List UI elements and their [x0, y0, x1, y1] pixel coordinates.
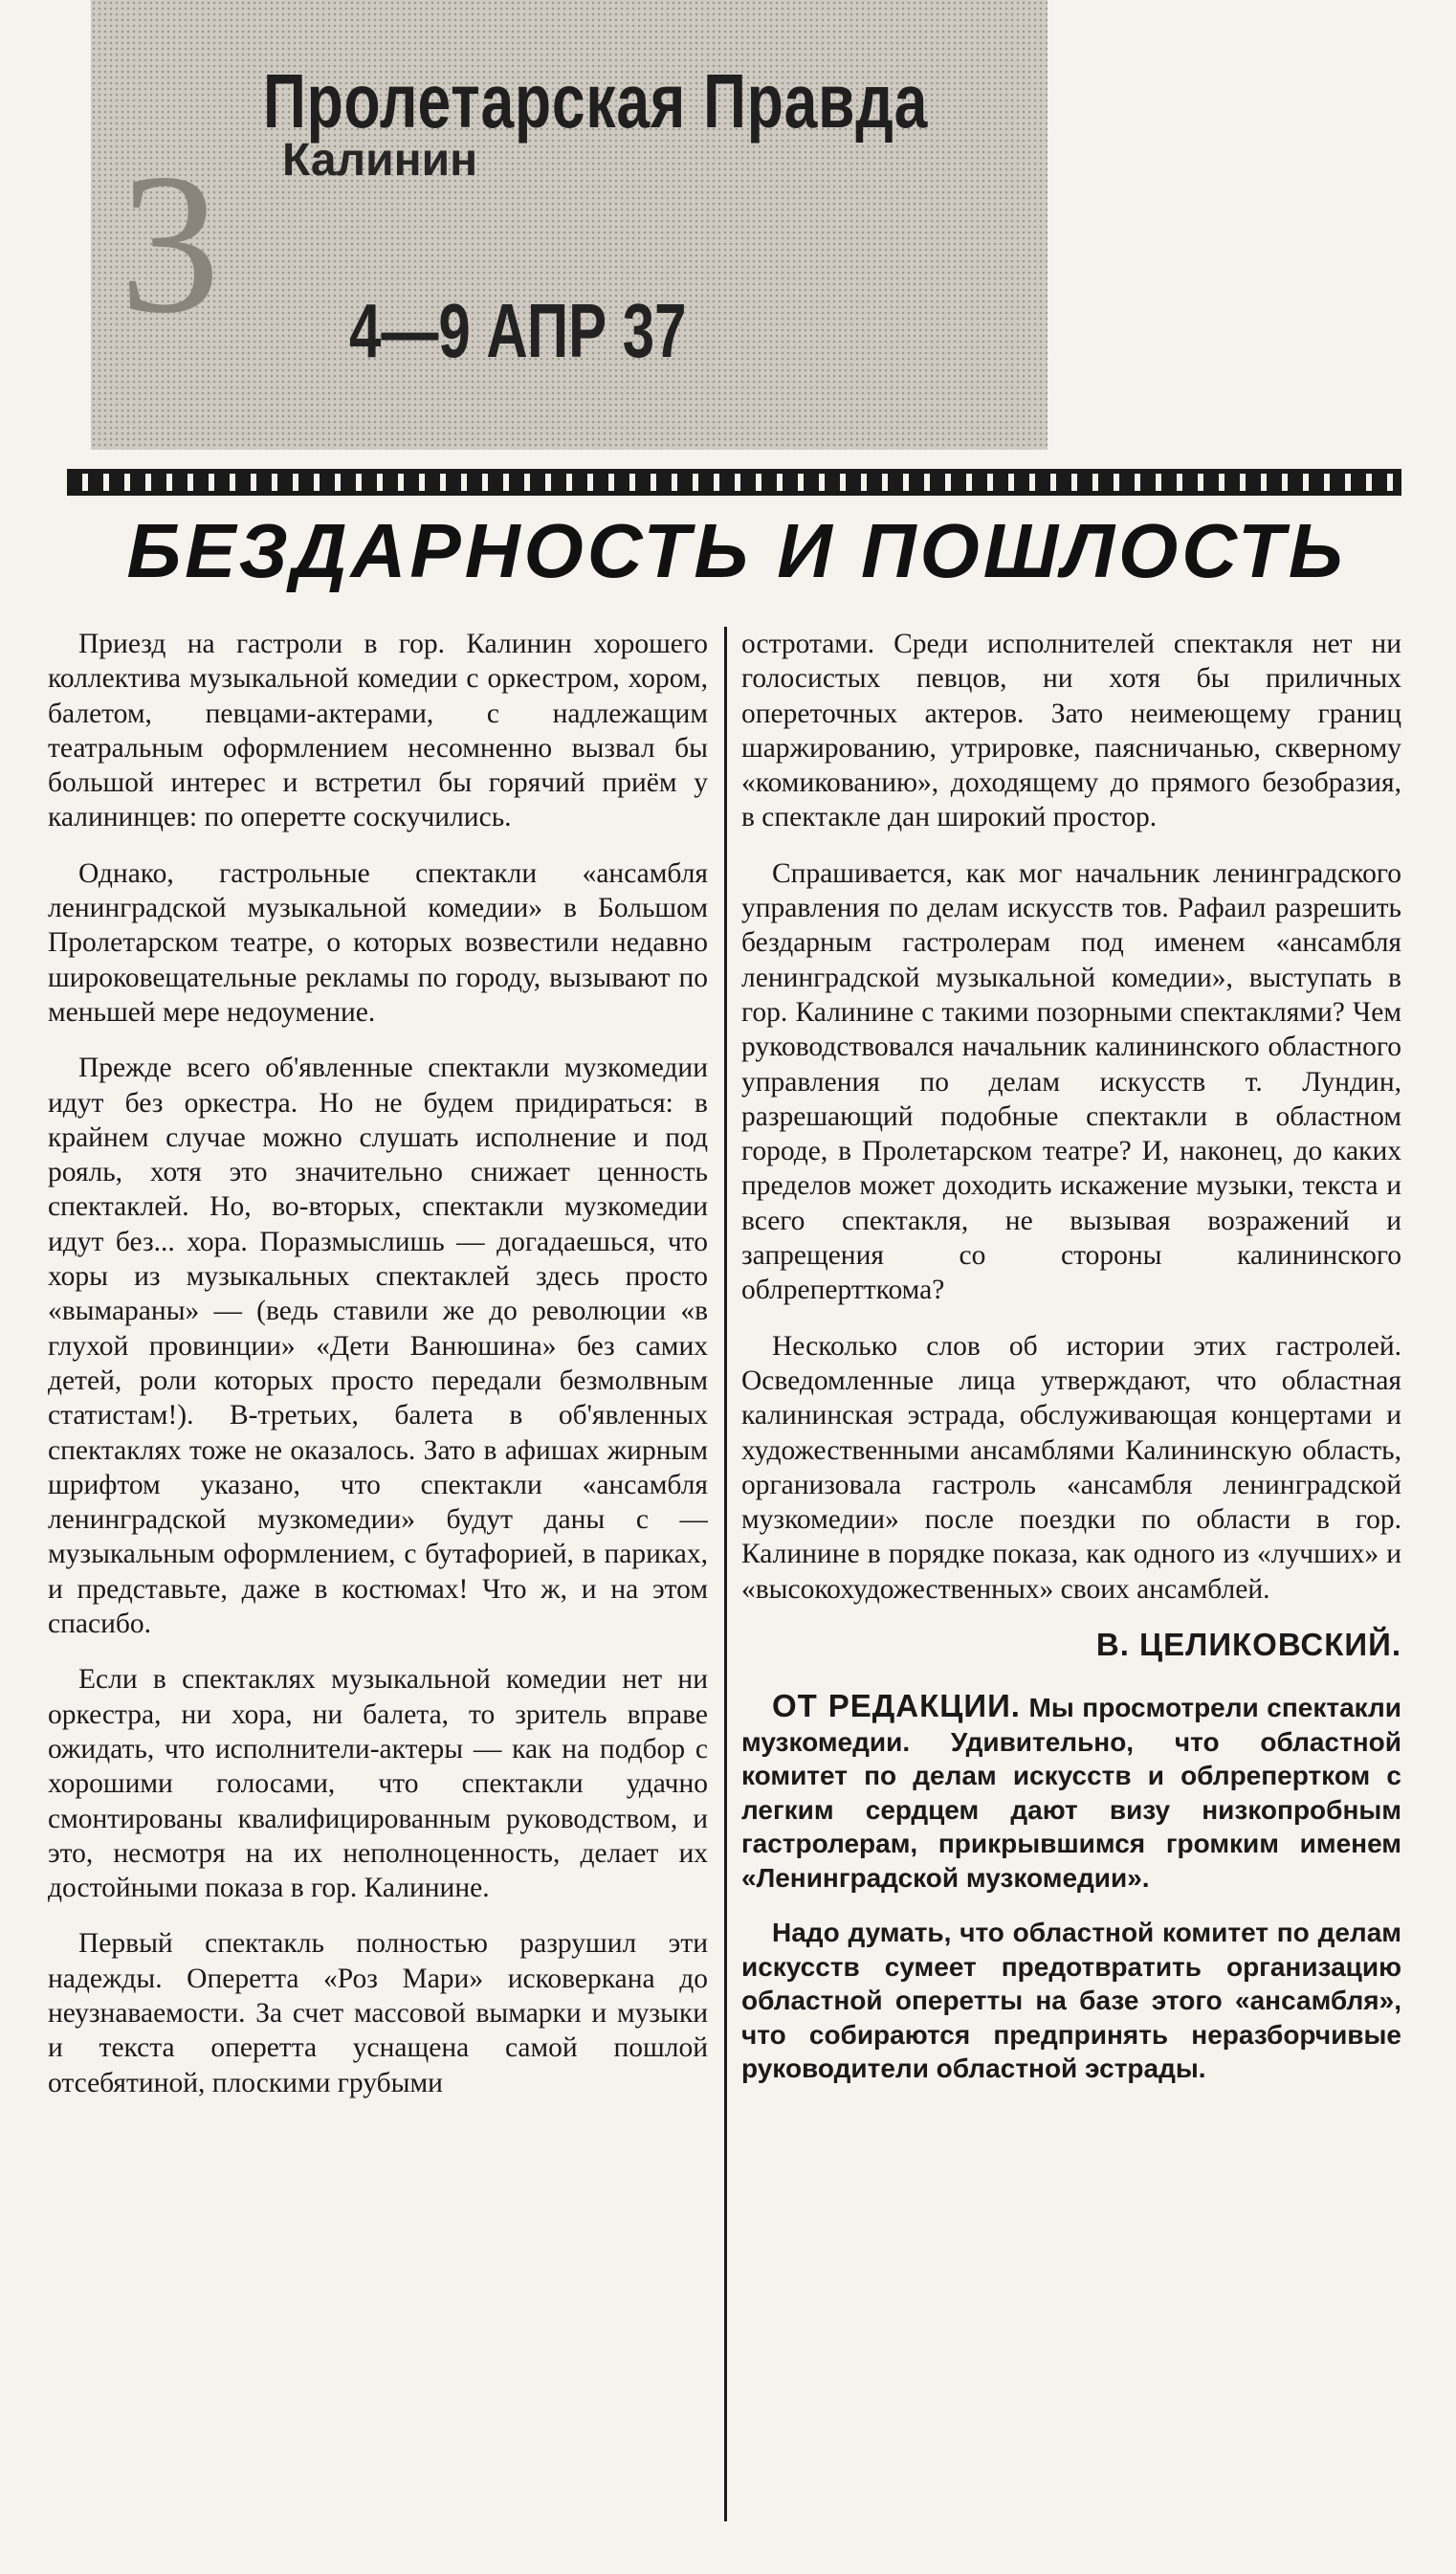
editorial-note — [741, 1689, 1401, 2086]
article-paragraph: остротами. Среди исполнителей спектакля нет ни голосистых певцов, ни хотя бы приличных опереточных актеров. Зато неимеющему границ шаржированию, утрировке, паясничанью, скверному «комикованию», доходящему до прямого безобразия, в спектакле дан широкий простор. — [741, 629, 1401, 833]
article-author: В. ЦЕЛИКОВСКИЙ. — [1095, 1627, 1401, 1663]
stamp-city: Калинин — [282, 135, 478, 186]
editorial-paragraph: Надо думать, что областной комитет по делам искусств сумеет предотвратить организацию областной оперетты на базе этого «ансамбля», что собираются предпринять неразборчивые руководители областной эстрады. — [741, 1918, 1401, 2084]
article-paragraph: Прежде всего об'явленные спектакли музкомедии идут без оркестра. Но не будем придираться: в крайнем случае можно слушать исполнение и под рояль, хотя это значительно снижает ценность спектаклей. Но, во-вторых, спектакли музкомедии идут без... хора. Поразмыслишь — догадаешься, что хоры из музыкальных спектаклей здесь просто «вымараны» — (ведь ставили же до революции «в глухой провинции» «Дети Ванюшина» без самих детей, роли которых просто передали безмолвным статистам!). В-третьих, балета в об'явленных спектаклях тоже не оказалось. Зато в афишах жирным шрифтом указано, что спектакли «ансамбля ленинградской музкомедии» будут даны с — музыкальным оформлением, с бутафорией, в париках, и представьте, даже в костюмах! Что ж, и на этом спасибо. — [48, 1053, 708, 1640]
article-paragraph: Приезд на гастроли в гор. Калинин хорошего коллектива музыкальной комедии с оркестром, хором, балетом, певцами-актерами, с надлежащим театральным оформлением несомненно вызвал бы большой интерес и встретил бы горячий приём у калининцев: по оперетте соскучились. — [48, 629, 708, 833]
article-paragraph: Первый спектакль полностью разрушил эти надежды. Оперетта «Роз Мари» исковеркана до неузнаваемости. За счет массовой вымарки и музыки и текста оперетта уснащена самой пошлой отсебятиной, плоскими грубыми — [48, 1928, 708, 2098]
stamp-newspaper-name: Пролетарская Правда — [263, 58, 929, 144]
stamp-date: 4—9 АПР 37 — [349, 288, 687, 373]
column-divider — [724, 627, 727, 2521]
article-headline: БЕЗДАРНОСТЬ И ПОШЛОСТЬ — [126, 508, 1347, 593]
article-left-column — [48, 627, 708, 2512]
editorial-paragraph — [741, 1689, 1401, 1895]
article-right-column — [741, 627, 1401, 2512]
newspaper-clipping-stamp — [91, 0, 1048, 450]
article-paragraph: Однако, гастрольные спектакли «ансамбля ленинградской музыкальной комедии» в Большом Пролетарском театре, о которых возвестили недавно широковещательные рекламы по городу, вызывают по меньшей мере недоумение. — [48, 857, 708, 1028]
article-paragraph: Если в спектаклях музыкальной комедии нет ни оркестра, ни хора, ни балета, то зритель вправе ожидать, что исполнители-актеры — как на подбор с хорошими голосами, что спектакли удачно смонтированы квалифицированным руководством, и это, несмотря на их неполноценность, делает их достойными показа в гор. Калинине. — [48, 1664, 708, 1904]
ornamental-rule — [67, 469, 1401, 496]
stamp-page-number: 3 — [120, 133, 220, 355]
editorial-text: Мы просмотрели спектакли музкомедии. Удивительно, что областной комитет по делам искусств и облрепертком с легким сердцем дают визу низкопробным гастролерам, прикрывшимся громким именем «Ленинградской музкомедии». — [741, 1693, 1401, 1893]
editorial-lead: ОТ РЕДАКЦИИ. — [772, 1688, 1021, 1724]
article-paragraph: Несколько слов об истории этих гастролей. Осведомленные лица утверждают, что областная калининская эстрада, обслуживающая концертами и художественными ансамблями Калининскую область, организовала гастроль «ансамбля ленинградской музкомедии» после поездки по области в гор. Калинине в порядке показа, как одного из «лучших» и «высокохудожественных» своих ансамблей. — [741, 1330, 1401, 1605]
article-paragraph: Спрашивается, как мог начальник ленинградского управления по делам искусств тов. Рафаил разрешить бездарным гастролерам под именем «ансамбля ленинградской музыкальной комедии», выступать в гор. Калинине с такими позорными спектаклями? Чем руководствовался начальник калининского областного управления по делам искусств т. Лундин, разрешающий подобные спектакли в областном городе, в Пролетарском театре? И, наконец, до каких пределов может доходить искажение музыки, текста и всего спектакля, не вызывая возражений и запрещения со стороны калининского облрепертткома? — [741, 857, 1401, 1306]
